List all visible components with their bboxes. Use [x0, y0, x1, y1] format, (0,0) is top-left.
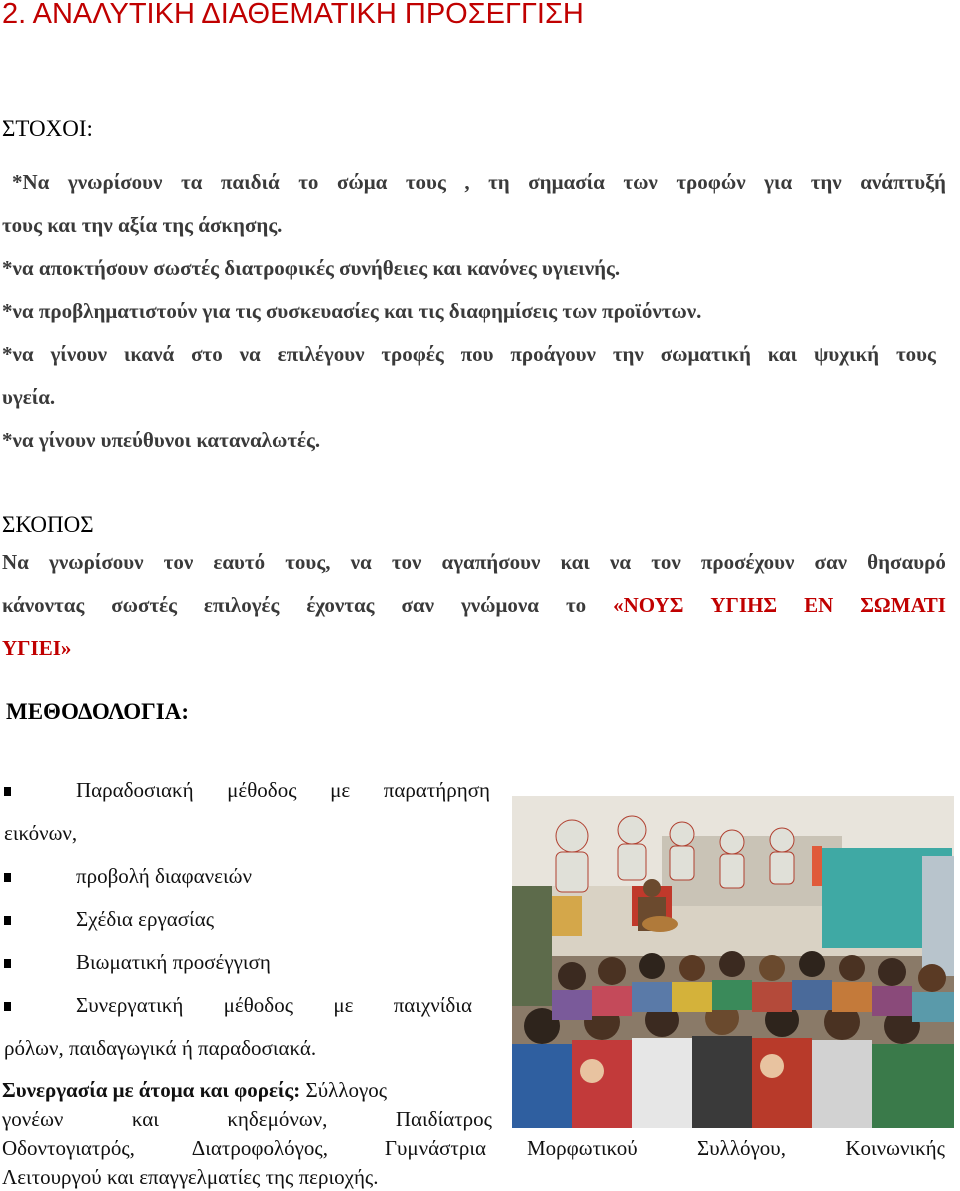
scope-heading: ΣΚΟΠΟΣ — [2, 512, 94, 537]
goal-5: *να γίνουν υπεύθυνοι καταναλωτές. — [2, 428, 321, 452]
bullet-icon — [4, 873, 11, 882]
word: παιχνίδια — [393, 993, 472, 1017]
cooperation-line-3-right — [527, 1136, 945, 1161]
cooperation-line-2 — [2, 1107, 492, 1132]
methodology-heading: ΜΕΘΟΔΟΛΟΓΙΑ: — [6, 699, 190, 724]
word: Συλλόγου, — [697, 1136, 786, 1160]
word: προάγουν — [510, 342, 596, 366]
cooperation-line-1 — [2, 1078, 387, 1103]
word: γνώμονα — [460, 593, 540, 617]
word: μέθοδος — [223, 993, 294, 1017]
word: προσέχουν — [700, 550, 795, 574]
word: Παιδίατρος — [395, 1107, 492, 1131]
method-item-3: Σχέδια εργασίας — [76, 907, 215, 931]
method-item-1-cont: εικόνων, — [4, 821, 78, 845]
word: γνωρίσουν — [49, 550, 144, 574]
goal-4-line-1 — [2, 342, 936, 367]
word: να — [350, 550, 372, 574]
method-item-1 — [76, 778, 490, 803]
method-item-5-cont: ρόλων, παιδαγωγικά ή παραδοσιακά. — [4, 1036, 317, 1060]
word: τροφών — [676, 170, 746, 194]
word: , — [464, 170, 470, 194]
word: γίνουν — [50, 342, 107, 366]
word: επιλέγουν — [277, 342, 365, 366]
word: *Να — [12, 170, 50, 194]
word: την — [612, 342, 644, 366]
page-title: 2. ΑΝΑΛΥΤΙΚΗ ΔΙΑΘΕΜΑΤΙΚΗ ΠΡΟΣΕΓΓΙΣΗ — [2, 0, 584, 30]
word: στο — [191, 342, 223, 366]
word: σώμα — [336, 170, 388, 194]
word: και — [131, 1107, 159, 1131]
method-item-5 — [76, 993, 472, 1018]
word: εαυτό — [213, 550, 266, 574]
word: μέθοδος — [227, 778, 297, 802]
word: Κοινωνικής — [845, 1136, 945, 1160]
word: των — [623, 170, 658, 194]
word: τους — [405, 170, 446, 194]
word: γονέων — [2, 1107, 64, 1131]
word: τους, — [285, 550, 331, 574]
word: για — [764, 170, 793, 194]
word: σωματική — [660, 342, 751, 366]
word: τον — [163, 550, 194, 574]
word: τον — [391, 550, 422, 574]
word: Οδοντογιατρός, — [2, 1136, 135, 1160]
word: ψυχική — [813, 342, 880, 366]
word: σωστές — [111, 593, 177, 617]
word: σαν — [401, 593, 434, 617]
word: έχοντας — [306, 593, 375, 617]
word: και — [767, 342, 798, 366]
word: παιδιά — [220, 170, 280, 194]
word: ΣΩΜΑΤΙ — [860, 593, 946, 617]
word: και — [560, 550, 590, 574]
word: θησαυρό — [867, 550, 946, 574]
word: παρατήρηση — [383, 778, 490, 802]
word: τα — [180, 170, 203, 194]
word: επιλογές — [203, 593, 280, 617]
goal-1-line-2: τους και την αξία της άσκησης. — [2, 213, 283, 237]
word: τους — [895, 342, 936, 366]
goal-3: *να προβληματιστούν για τις συσκευασίες και τις διαφημίσεις των προϊόντων. — [2, 299, 702, 323]
word: Γυμνάστρια — [384, 1136, 486, 1160]
word: Διατροφολόγος, — [191, 1136, 328, 1160]
cooperation-line-1-rest: Σύλλογος — [300, 1078, 388, 1102]
word: να — [239, 342, 261, 366]
word: Να — [2, 550, 29, 574]
bullet-icon — [4, 959, 11, 968]
goal-1-line-1 — [2, 170, 946, 195]
word: *να — [2, 342, 34, 366]
word: τον — [651, 550, 681, 574]
word: ΕΝ — [804, 593, 834, 617]
scope-line-2 — [2, 593, 946, 618]
goal-4-line-2: υγεία. — [2, 385, 56, 409]
bullet-icon — [4, 1002, 11, 1011]
word: τη — [488, 170, 510, 194]
cooperation-line-4: Λειτουργού και επαγγελματίες της περιοχής. — [2, 1165, 379, 1189]
method-item-2: προβολή διαφανειών — [76, 864, 252, 888]
classroom-photo — [512, 796, 954, 1128]
bullet-icon — [4, 916, 11, 925]
word: κηδεμόνων, — [227, 1107, 328, 1131]
word: κάνοντας — [2, 593, 85, 617]
word: «ΝΟΥΣ — [613, 593, 684, 617]
method-item-4: Βιωματική προσέγγιση — [76, 950, 271, 974]
word: Συνεργατική — [76, 993, 184, 1017]
goals-heading: ΣΤΟΧΟΙ: — [2, 116, 93, 141]
word: το — [298, 170, 319, 194]
word: σημασία — [528, 170, 605, 194]
scope-line-3: ΥΓΙΕΙ» — [2, 636, 72, 660]
word: την — [810, 170, 842, 194]
scope-line-1 — [2, 550, 946, 575]
word: ικανά — [123, 342, 175, 366]
word: τροφές — [381, 342, 444, 366]
word: να — [609, 550, 632, 574]
cooperation-label: Συνεργασία με άτομα και φορείς: — [2, 1078, 301, 1102]
word: ανάπτυξή — [860, 170, 946, 194]
word: με — [333, 993, 354, 1017]
cooperation-line-3 — [2, 1136, 486, 1161]
word: σαν — [814, 550, 848, 574]
bullet-icon — [4, 787, 11, 796]
word: αγαπήσουν — [441, 550, 541, 574]
word: που — [460, 342, 494, 366]
goal-2: *να αποκτήσουν σωστές διατροφικές συνήθειες και κανόνες υγιεινής. — [2, 256, 621, 280]
word: Μορφωτικού — [527, 1136, 638, 1160]
word: με — [330, 778, 351, 802]
word: ΥΓΙΗΣ — [710, 593, 778, 617]
word: το — [565, 593, 587, 617]
word: γνωρίσουν — [67, 170, 163, 194]
word: Παραδοσιακή — [76, 778, 194, 802]
